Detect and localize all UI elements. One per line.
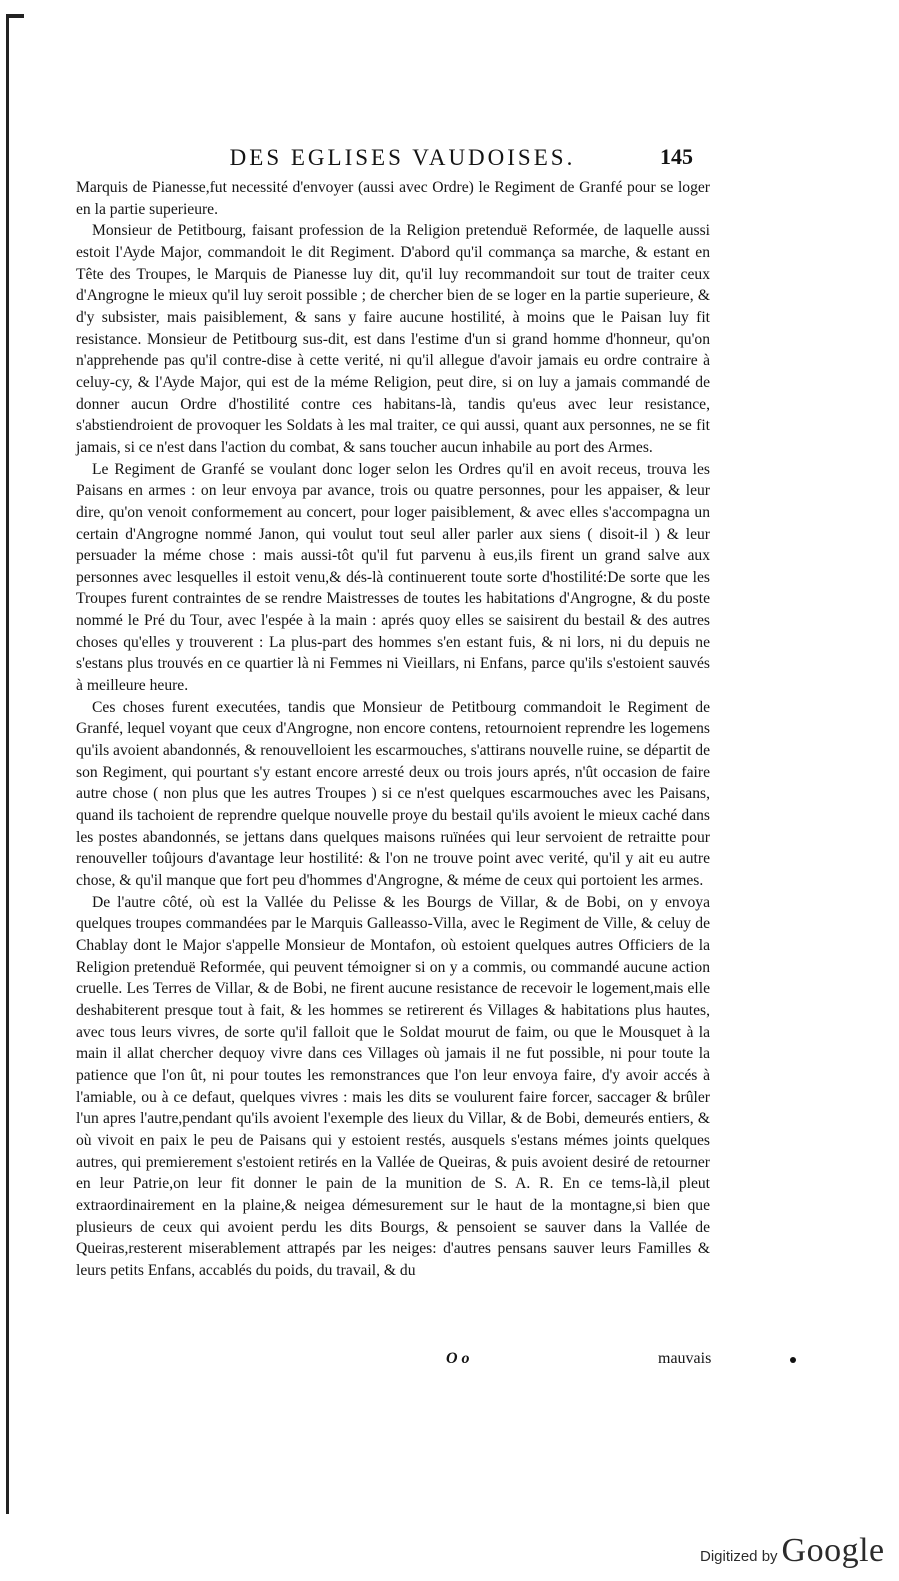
running-title: DES EGLISES VAUDOISES. bbox=[229, 145, 576, 170]
watermark-prefix: Digitized by bbox=[700, 1548, 778, 1565]
digitized-watermark bbox=[700, 1532, 885, 1570]
paragraph-5: De l'autre côté, où est la Vallée du Pelisse & les Bourgs de Villar, & de Bobi, on y envoya quelques troupes commandées par le Marquis Galleasso-Villa, avec le Regiment de Ville, & celuy de Chablay dont le Major s'appelle Monsieur de Montafon, où estoient quelques autres Officiers de la Religion pretenduë Reformée, qui peuvent témoigner si on y a commis, ou commandé aucune action cruelle. Les Terres de Villar, & de Bobi, ne firent aucune resistance de recevoir le logement,mais elle deshabiterent presque tout à fait, & les hommes se retirerent és Villages & habitations plus hautes, avec tous leurs vivres, de sorte qu'il falloit que le Soldat mourut de faim, ou que le Mousquet à la main il allat chercher dequoy vivre dans ces Villages où jamais il ne fut possible, ni pour toute la patience que l'on ût, ni pour toutes les remonstrances que l'on leur envoya faire, d'y avoir accés à l'amiable, ou à ce defaut, quelques vivres : mais les dits se voulurent faire forcer, saccager & brûler l'un apres l'autre,pendant qu'ils avoient l'exemple des lieux du Villar, & de Bobi, demeurés entiers, & où vivoit en paix le peu de Paisans qui y estoient restés, ausquels s'estans mémes joints quelques autres, qui premierement s'estoient retirés en la Vallée de Queiras, & puis avoient desiré de retourner en leur Patrie,on leur fit donner le pain de la munition de S. A. R. En ce tems-là,il pleut extraordinairement en la plaine,& neigea démesurement sur le haut de la montagne,si bien que plusieurs de ceux qui avoient perdu les dits Bourgs, & pensoient se sauver dans la Vallée de Queiras,resterent miserablement attrapés par les neiges: d'autres pensans sauver leurs Familles & leurs petits Enfans, accablés du poids, du travail, & du bbox=[76, 893, 710, 1279]
body-text bbox=[76, 177, 710, 1281]
paragraph-3: Le Regiment de Granfé se voulant donc loger selon les Ordres qu'il en avoit receus, trouva les Paisans en armes : on leur envoya par avance, trois ou quatre personnes, pour les appaiser, & leur dire, qu'on venoit conformement au concert, pour loger paisiblement, & avec elles s'accompagna un certain d'Angrogne nommé Janon, qui voulut tout seul aller parler aux siens ( disoit-il ) & leur persuader la méme chose : mais aussi-tôt qu'il fut parvenu à eus,ils firent un grand salve aux personnes avec lesquelles il estoit venu,& dés-là continuerent toute sorte d'hostilité:De sorte que les Troupes furent contraintes de se rendre Maistresses de toutes les habitations d'Angrogne, & du poste nommé le Pré du Tour, avec l'espée à la main : aprés quoy elles se saisirent du bestail & des autres choses qu'elles y trouverent : La plus-part des hommes s'en estant fuis, & ni lors, ni du depuis ne s'estans plus trouvés en ce quartier là ni Femmes ni Vieillars, ni Enfans, parce qu'ils s'estoient sauvés à meilleure heure. bbox=[76, 460, 710, 695]
running-header bbox=[76, 140, 729, 176]
margin-dot bbox=[790, 1357, 796, 1363]
page-number: 145 bbox=[660, 144, 693, 169]
google-logo: Google bbox=[781, 1532, 885, 1569]
signature-mark: O o bbox=[446, 1350, 470, 1367]
page-edge-mark bbox=[6, 14, 9, 1514]
paragraph-4: Ces choses furent executées, tandis que Monsieur de Petitbourg commandoit le Regiment de Granfé, lequel voyant que ceux d'Angrogne, non encore contens, retournoient reprendre les logemens qu'ils avoient abandonnés, & renouvelloient les escarmouches, s'attirans nouvelle ruine, se départit de son Regiment, qui pourtant s'y estant encore arresté deux ou trois jours aprés, n'ût occasion de faire autre chose ( non plus que les autres Troupes ) si ce n'est quelques escarmouches avec les Paisans, quand ils tachoient de reprendre quelque nouvelle proye du bestail qu'ils avoient le mieux caché dans les postes abandonnés, se jettans dans quelques maisons ruïnées qui leur servoient de retraitte pour renouveller toûjours d'avantage leur hostilité: & l'on ne trouve point avec verité, qu'il y ait eu autre chose, & qu'il manque que fort peu d'hommes d'Angrogne, & méme de ceux qui portoient les armes. bbox=[76, 698, 710, 889]
catchword: mauvais bbox=[658, 1350, 712, 1367]
paragraph-1: Marquis de Pianesse,fut necessité d'envoyer (aussi avec Ordre) le Regiment de Granfé pour se loger en la partie superieure. bbox=[76, 179, 710, 218]
paragraph-2: Monsieur de Petitbourg, faisant profession de la Religion pretenduë Reformée, de laquelle aussi estoit l'Ayde Major, commandoit le dit Regiment. D'abord qu'il commança sa marche, & estant en Tête des Troupes, le Marquis de Pianesse luy dit, qu'il luy recommandoit sur tout de traiter ceux d'Angrogne le mieux qu'il luy seroit possible ; de chercher bien de se loger en la partie superieure, & d'y subsister, mais paisiblement, & sans y faire aucune hostilité, à moins que le Paisan luy fit resistance. Monsieur de Petitbourg sus-dit, est dans l'estime d'un si grand homme d'honneur, qu'on n'apprehende pas qu'il contre-dise à cette verité, ni qu'il allegue d'avoir jamais eu ordre contraire à celuy-cy, & l'Ayde Major, qui est de la méme Religion, peut dire, si on luy a jamais commandé de donner aucun Ordre d'hostilité contre ces habitans-là, tandis qu'eus avec leur resistance, s'abstiendroient de provoquer les Soldats à les mal traiter, ce qui aussi, quant aux personnes, ne se fit jamais, si ce n'est dans l'action du combat, & sans toucher aucun inhabile au port des Armes. bbox=[76, 222, 710, 456]
